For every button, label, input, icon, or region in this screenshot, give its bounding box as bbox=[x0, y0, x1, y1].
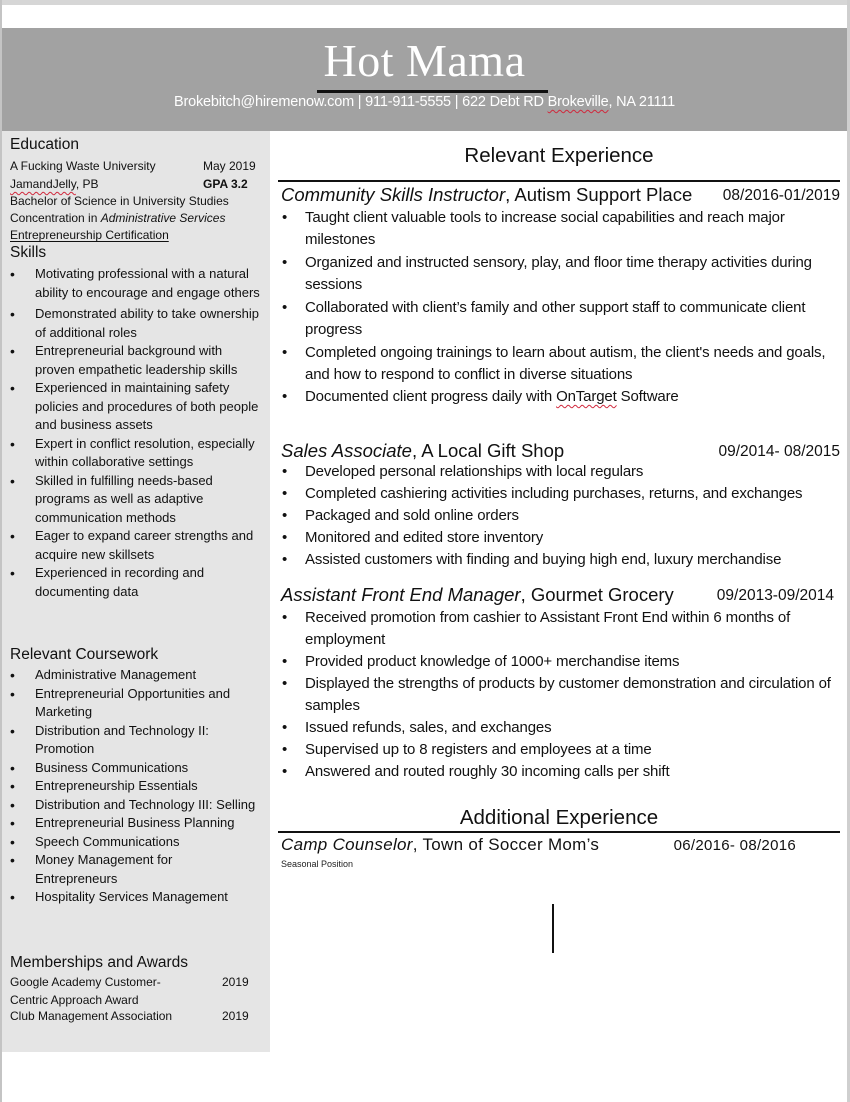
coursework-list bbox=[10, 666, 262, 907]
awards-heading: Memberships and Awards bbox=[10, 954, 189, 971]
job-employer: , Gourmet Grocery bbox=[520, 584, 674, 605]
course-item: • Money Management for Entrepreneurs bbox=[10, 851, 210, 888]
job-title: Sales Associate bbox=[281, 440, 412, 461]
award-line: Centric Approach Award bbox=[10, 993, 139, 1007]
job-title: Assistant Front End Manager bbox=[281, 584, 521, 605]
education-state: , PB bbox=[75, 177, 99, 191]
course-item: • Hospitality Services Management bbox=[10, 888, 262, 907]
skill-item: • Skilled in fulfilling needs-based programs as well as adaptive communication methods bbox=[10, 472, 262, 528]
course-item: • Entrepreneurial Opportunities and Marketing bbox=[10, 685, 262, 722]
job-bullets bbox=[281, 461, 831, 571]
contact-line[interactable] bbox=[2, 92, 847, 112]
skills-heading: Skills bbox=[10, 244, 47, 261]
resume-header bbox=[2, 28, 847, 131]
additional-experience-heading: Additional Experience bbox=[459, 806, 659, 829]
job-bullets bbox=[281, 607, 831, 783]
job-heading bbox=[281, 439, 840, 463]
education-date: May 2019 bbox=[203, 159, 256, 173]
job-heading bbox=[281, 183, 840, 207]
course-item: • Distribution and Technology III: Selling bbox=[10, 796, 262, 815]
software-name-misspelled[interactable]: OnTarget bbox=[556, 388, 617, 405]
job-employer: , Town of Soccer Mom’s bbox=[412, 835, 600, 854]
job-bullet-text: Documented client progress daily with bbox=[305, 388, 557, 405]
contact-details: Brokebitch@hiremenow.com | 911-911-5555 | 622 Debt RD bbox=[173, 94, 548, 110]
coursework-heading: Relevant Coursework bbox=[10, 646, 159, 663]
job-note: Seasonal Position bbox=[281, 859, 354, 869]
job-heading bbox=[281, 833, 840, 857]
education-location bbox=[10, 176, 99, 192]
course-item: • Entrepreneurial Business Planning bbox=[10, 814, 262, 833]
job-bullets bbox=[281, 207, 831, 408]
job-employer: , A Local Gift Shop bbox=[411, 440, 565, 461]
job-bullet: • Packaged and sold online orders bbox=[281, 505, 831, 527]
education-certification: Entrepreneurship Certification bbox=[10, 228, 169, 242]
relevant-experience-heading: Relevant Experience bbox=[464, 144, 654, 167]
job-bullet: • Answered and routed roughly 30 incoming calls per shift bbox=[281, 761, 831, 783]
job-bullet: • Received promotion from cashier to Assistant Front End within 6 months of employment bbox=[281, 607, 831, 651]
job-bullet: • Collaborated with client’s family and other support staff to communicate client progress bbox=[281, 297, 831, 341]
course-item: • Speech Communications bbox=[10, 833, 262, 852]
education-heading: Education bbox=[10, 136, 79, 153]
course-item: • Entrepreneurship Essentials bbox=[10, 777, 262, 796]
job-dates: 09/2014- 08/2015 bbox=[718, 443, 840, 460]
skill-item: • Experienced in maintaining safety policies and procedures of both people and business assets bbox=[10, 379, 262, 435]
award-year: 2019 bbox=[222, 1009, 249, 1023]
education-degree: Bachelor of Science in University Studies bbox=[10, 194, 229, 208]
skill-item: • Experienced in recording and documenting data bbox=[10, 564, 262, 601]
job-bullet: • Assisted customers with finding and buying high end, luxury merchandise bbox=[281, 549, 831, 571]
award-year: 2019 bbox=[222, 975, 249, 989]
job-employer: , Autism Support Place bbox=[505, 184, 693, 205]
course-item: • Administrative Management bbox=[10, 666, 262, 685]
award-line: Google Academy Customer- bbox=[10, 975, 161, 989]
education-gpa: GPA 3.2 bbox=[203, 177, 248, 191]
job-bullet bbox=[281, 386, 831, 408]
skill-item: • Eager to expand career strengths and acquire new skillsets bbox=[10, 527, 262, 564]
job-bullet: • Provided product knowledge of 1000+ merchandise items bbox=[281, 651, 831, 673]
page-border-top bbox=[0, 0, 850, 5]
contact-state-zip: , NA 21111 bbox=[608, 94, 675, 110]
skills-list bbox=[10, 265, 262, 601]
job-bullet-tail: Software bbox=[616, 388, 679, 405]
skill-item: • Entrepreneurial background with proven empathetic leadership skills bbox=[10, 342, 262, 379]
text-cursor bbox=[552, 904, 554, 953]
award-line: Club Management Association bbox=[10, 1009, 173, 1023]
education-city-misspelled[interactable]: JamandJelly bbox=[10, 177, 76, 191]
job-bullet: • Monitored and edited store inventory bbox=[281, 527, 831, 549]
concentration-prefix: Concentration in bbox=[10, 211, 101, 225]
job-dates: 09/2013-09/2014 bbox=[716, 587, 834, 604]
skill-item: • Demonstrated ability to take ownership of additional roles bbox=[10, 305, 262, 342]
job-dates: 08/2016-01/2019 bbox=[722, 187, 840, 204]
relevant-experience-rule bbox=[278, 180, 840, 182]
course-item: • Distribution and Technology II: Promotion bbox=[10, 722, 262, 759]
job-heading bbox=[281, 583, 840, 607]
concentration-name: Administrative Services bbox=[100, 211, 226, 225]
job-bullet: • Supervised up to 8 registers and employees at a time bbox=[281, 739, 831, 761]
job-bullet: • Organized and instructed sensory, play, and floor time therapy activities during sessions bbox=[281, 252, 831, 296]
job-bullet: • Issued refunds, sales, and exchanges bbox=[281, 717, 831, 739]
education-school: A Fucking Waste University bbox=[10, 159, 156, 173]
job-bullet: • Developed personal relationships with local regulars bbox=[281, 461, 831, 483]
job-title: Camp Counselor bbox=[281, 835, 413, 854]
applicant-name[interactable]: Hot Mama bbox=[323, 35, 526, 86]
job-dates: 06/2016- 08/2016 bbox=[673, 837, 796, 854]
course-item: • Business Communications bbox=[10, 759, 262, 778]
job-bullet: • Completed ongoing trainings to learn about autism, the client's needs and goals, and how to respond to conflict in diverse situations bbox=[281, 342, 831, 386]
skill-item: • Expert in conflict resolution, especially within collaborative settings bbox=[10, 435, 262, 472]
job-bullet: • Taught client valuable tools to increase social capabilities and reach major milestones bbox=[281, 207, 831, 251]
job-bullet: • Completed cashiering activities including purchases, returns, and exchanges bbox=[281, 483, 831, 505]
skill-item: • Motivating professional with a natural ability to encourage and engage others bbox=[10, 265, 262, 302]
job-bullet: • Displayed the strengths of products by customer demonstration and circulation of samples bbox=[281, 673, 831, 717]
education-concentration bbox=[10, 210, 225, 226]
sidebar bbox=[2, 131, 270, 1052]
contact-city-misspelled[interactable]: Brokeville bbox=[547, 94, 609, 110]
job-title: Community Skills Instructor bbox=[281, 184, 506, 205]
